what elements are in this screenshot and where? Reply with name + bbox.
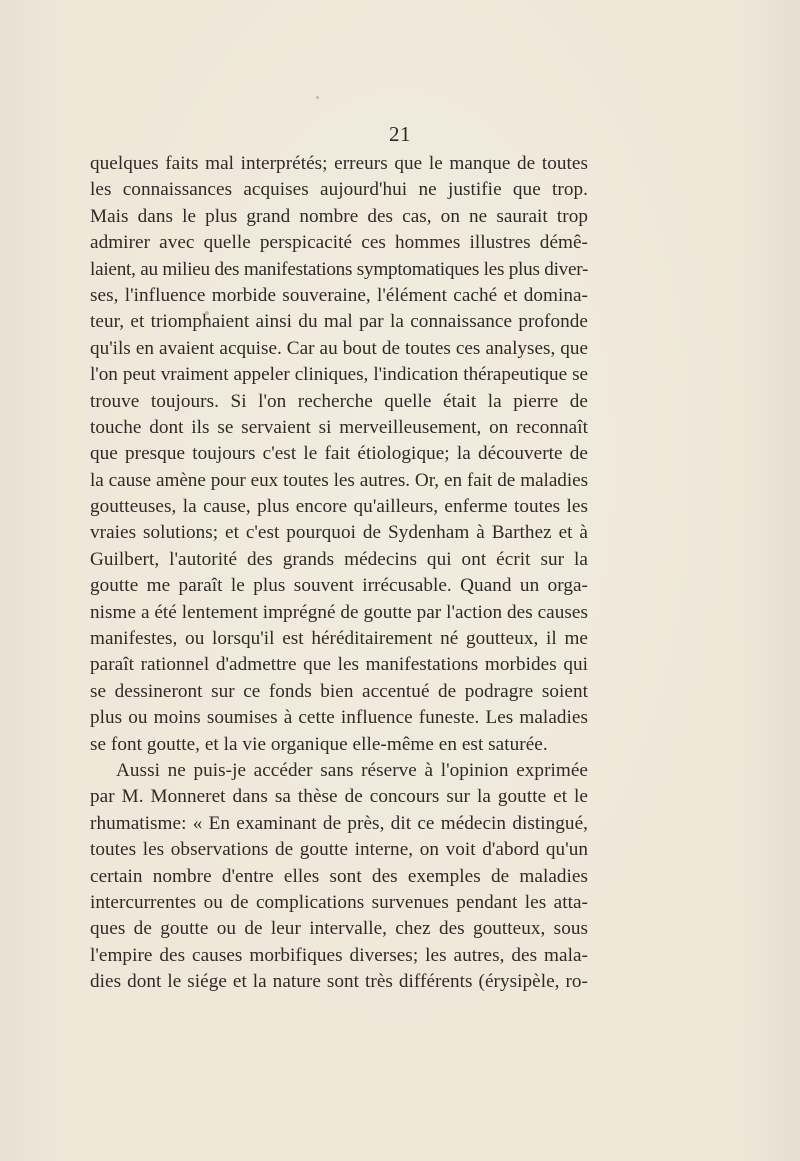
text-line: teur, et triomphaient ainsi du mal par la connaissance profonde (90, 311, 588, 333)
text-line: l'empire des causes morbifiques diverses; les autres, des mala- (90, 944, 588, 966)
text-line: dies dont le siége et la nature sont très différents (érysipèle, ro- (90, 971, 588, 993)
text-line: goutte me paraît le plus souvent irrécusable. Quand un orga- (90, 575, 588, 597)
text-line: manifestes, ou lorsqu'il est héréditairement né goutteux, il me (90, 628, 588, 650)
text-line: se font goutte, et la vie organique elle-même en est saturée. (90, 733, 548, 755)
text-line: se dessineront sur ce fonds bien accentué de podragre soient (90, 680, 588, 702)
text-line: la cause amène pour eux toutes les autres. Or, en fait de maladies (90, 469, 588, 491)
text-line: nisme a été lentement imprégné de goutte par l'action des causes (90, 601, 588, 623)
paragraph-2 (90, 758, 588, 996)
text-line: laient, au milieu des manifestations symptomatiques les plus diver- (90, 258, 588, 280)
text-line: quelques faits mal interprétés; erreurs que le manque de toutes (90, 153, 588, 174)
text-line: plus ou moins soumises à cette influence funeste. Les maladies (90, 707, 588, 729)
text-line: par M. Monneret dans sa thèse de concours sur la goutte et le (90, 786, 588, 808)
text-line: toutes les observations de goutte interne, on voit d'abord qu'un (90, 839, 588, 861)
text-line: intercurrentes ou de complications survenues pendant les atta- (90, 891, 588, 913)
page-number: 21 (389, 122, 411, 146)
body-text (90, 151, 588, 996)
text-line: rhumatisme: « En examinant de près, dit ce médecin distingué, (90, 812, 588, 834)
paper-speck (316, 96, 319, 99)
text-line: Guilbert, l'autorité des grands médecins qui ont écrit sur la (90, 548, 588, 570)
text-line: admirer avec quelle perspicacité ces hommes illustres démê- (90, 232, 588, 254)
text-line: touche dont ils se servaient si merveilleusement, on reconnaît (90, 416, 588, 438)
text-line: Aussi ne puis-je accéder sans réserve à l'opinion exprimée (116, 759, 588, 781)
text-line: paraît rationnel d'admettre que les manifestations morbides qui (90, 654, 588, 676)
text-line: que presque toujours c'est le fait étiologique; la découverte de (90, 443, 588, 465)
text-line: qu'ils en avaient acquise. Car au bout de toutes ces analyses, que (90, 337, 588, 359)
text-line: goutteuses, la cause, plus encore qu'ailleurs, enferme toutes les (90, 496, 588, 518)
text-line: ses, l'influence morbide souveraine, l'élément caché et domina- (90, 284, 588, 306)
text-line: l'on peut vraiment appeler cliniques, l'indication thérapeutique se (90, 364, 588, 386)
text-line: trouve toujours. Si l'on recherche quelle était la pierre de (90, 390, 588, 412)
text-line: vraies solutions; et c'est pourquoi de Sydenham à Barthez et à (90, 522, 588, 544)
text-line: ques de goutte ou de leur intervalle, chez des goutteux, sous (90, 918, 588, 940)
paragraph-1 (90, 151, 588, 758)
text-line: Mais dans le plus grand nombre des cas, on ne saurait trop (90, 205, 588, 227)
text-line: certain nombre d'entre elles sont des exemples de maladies (90, 865, 588, 887)
text-line: les connaissances acquises aujourd'hui ne justifie que trop. (90, 179, 588, 201)
